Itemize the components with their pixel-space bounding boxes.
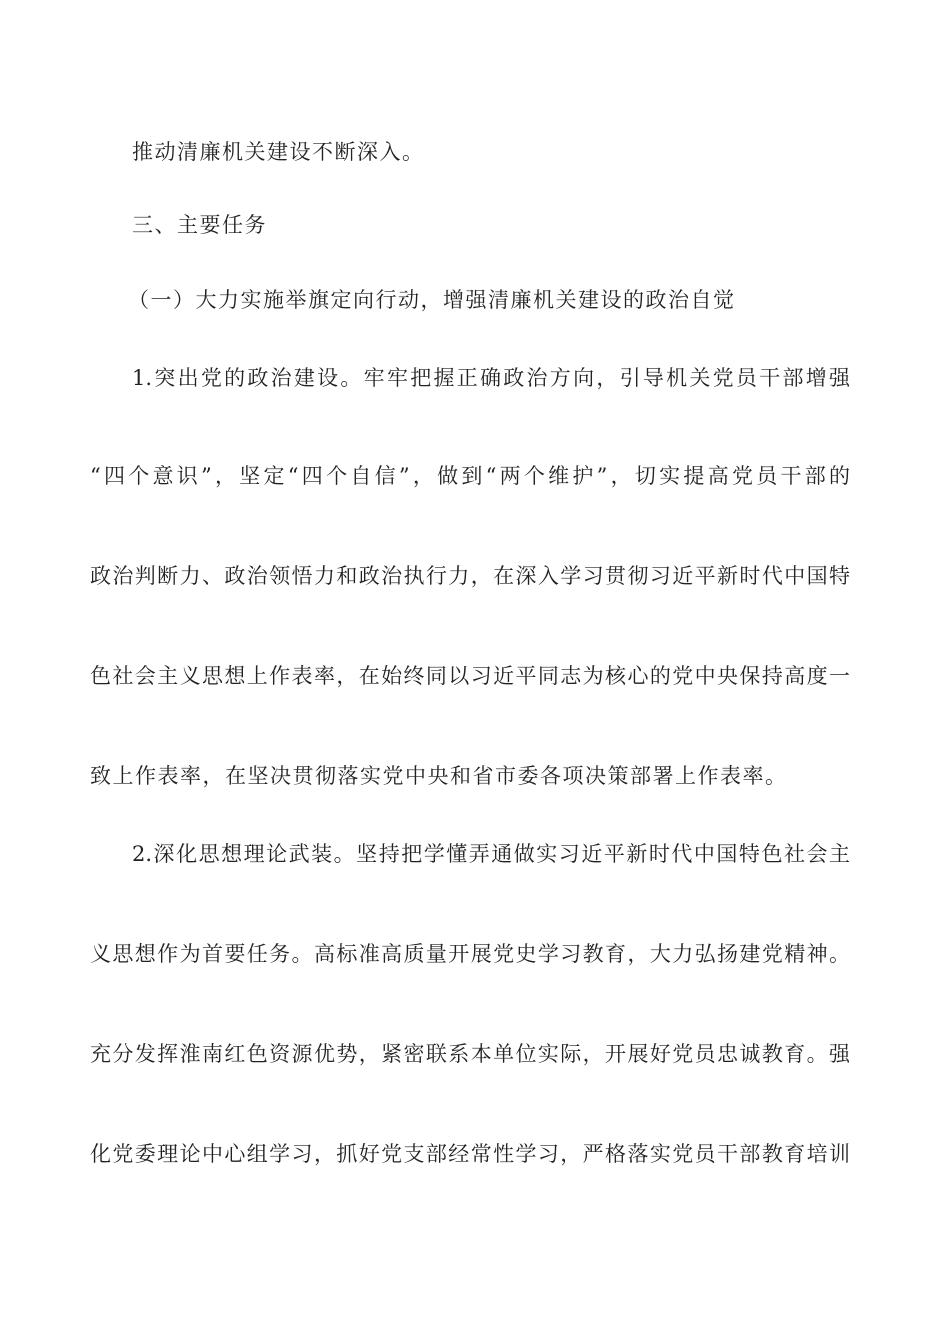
paragraph-line: 政治判断力、政治领悟力和政治执行力，在深入学习贯彻习近平新时代中国特	[90, 564, 850, 588]
paragraph-line: “四个意识”，坚定“四个自信”，做到“两个维护”，切实提高党员干部的	[90, 464, 850, 488]
paragraph-line: 义思想作为首要任务。高标准高质量开展党史学习教育，大力弘扬建党精神。	[90, 942, 850, 966]
paragraph-line: 充分发挥淮南红色资源优势，紧密联系本单位实际，开展好党员忠诚教育。强	[90, 1042, 850, 1066]
paragraph-line: 1.突出党的政治建设。牢牢把握正确政治方向，引导机关党员干部增强	[132, 366, 850, 390]
paragraph-line: 化党委理论中心组学习，抓好党支部经常性学习，严格落实党员干部教育培训	[90, 1142, 850, 1166]
paragraph-line: 色社会主义思想上作表率，在始终同以习近平同志为核心的党中央保持高度一	[90, 664, 850, 688]
paragraph-line: 致上作表率，在坚决贯彻落实党中央和省市委各项决策部署上作表率。	[90, 764, 788, 788]
paragraph-line: 2.深化思想理论武装。坚持把学懂弄通做实习近平新时代中国特色社会主	[132, 842, 850, 866]
section-heading: 三、主要任务	[132, 213, 267, 237]
paragraph-line: 推动清廉机关建设不断深入。	[132, 140, 425, 164]
subsection-heading: （一）大力实施举旗定向行动，增强清廉机关建设的政治自觉	[128, 288, 736, 312]
